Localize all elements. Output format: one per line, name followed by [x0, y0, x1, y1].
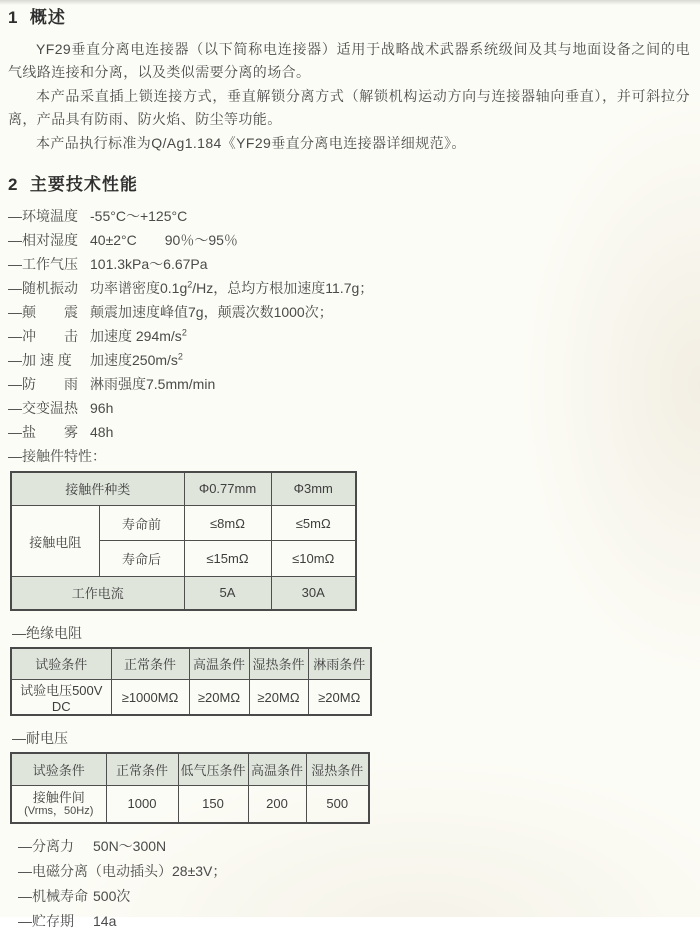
insulation-resistance-title: —绝缘电阻 — [12, 624, 82, 641]
after-life-label-cell: 寿命后 — [99, 541, 184, 577]
tail-spec-list — [8, 833, 690, 933]
spec-value: 50N～300N — [93, 837, 167, 854]
before-life-small-value-cell: ≤8mΩ — [184, 506, 271, 541]
spec-item-rain-protection — [8, 375, 690, 399]
spec-list — [8, 207, 690, 471]
withstand-row-label-sub: (Vrms，50Hz) — [24, 805, 94, 818]
spec-value-text: 40±2°C 90％～95％ — [90, 231, 238, 248]
spec-value-text: 淋雨强度7.5mm/min — [90, 375, 216, 392]
after-life-small-value-cell: ≤15mΩ — [184, 541, 271, 577]
withstand-value-cell: 200 — [248, 785, 306, 823]
spec-value-text: 加速度250m/s — [90, 351, 178, 368]
insulation-value-cell: ≥20MΩ — [308, 680, 371, 716]
spec-value-text: 功率谱密度0.1g — [90, 279, 188, 296]
withstand-row-label-main: 接触件间 — [32, 790, 85, 806]
spec-item-electromagnetic-separation — [18, 858, 690, 883]
contact-col-small-header-cell: Φ0.77mm — [184, 472, 271, 506]
working-current-small-value-cell: 5A — [184, 577, 271, 610]
after-life-large-value-cell: ≤10mΩ — [271, 541, 356, 577]
insulation-header-cell: 试验条件 — [11, 648, 111, 680]
spec-value — [90, 207, 187, 226]
spec-label: —冲 击 — [8, 327, 78, 344]
spec-label: —工作气压 — [8, 255, 78, 272]
spec-value — [90, 375, 215, 394]
spec-item-mechanical-life — [18, 883, 690, 908]
spec-label: —加 速 度 — [8, 351, 72, 368]
section-2-heading: 2 主要技术性能 — [8, 174, 138, 194]
superscript: 2 — [181, 326, 187, 337]
contact-col-large-header-cell: Φ3mm — [271, 472, 356, 506]
withstand-voltage-title: —耐电压 — [12, 730, 68, 746]
spec-label: —机械寿命 — [18, 887, 88, 904]
spec-value — [90, 279, 373, 298]
spec-value — [90, 255, 208, 274]
insulation-value-cell: ≥1000MΩ — [111, 680, 189, 716]
withstand-header-cell: 试验条件 — [11, 753, 106, 785]
spec-item-relative-humidity — [8, 231, 690, 255]
contact-characteristics-table — [10, 471, 357, 611]
spec-item-bounce — [8, 303, 690, 327]
spec-item-separation-force — [18, 833, 690, 858]
spec-value: 14a — [93, 912, 117, 929]
working-current-large-value-cell: 30A — [271, 577, 356, 610]
insulation-resistance-table — [10, 647, 372, 717]
spec-value-text: 颠震加速度峰值7g，颠震次数1000次； — [90, 303, 333, 320]
spec-item-storage-period — [18, 908, 690, 933]
spec-label: —随机振动 — [8, 279, 78, 296]
withstand-value-cell: 150 — [178, 785, 248, 823]
insulation-header-cell: 淋雨条件 — [308, 648, 371, 680]
spec-value-text: -55°C～+125°C — [90, 207, 188, 224]
insulation-header-cell: 正常条件 — [111, 648, 189, 680]
spec-label: —交变温热 — [8, 399, 78, 416]
withstand-value-cell: 500 — [306, 785, 369, 823]
spec-item-contact-characteristics — [8, 447, 690, 471]
spec-item-random-vibration — [8, 279, 690, 303]
withstand-voltage-table — [10, 752, 370, 824]
insulation-value-cell: ≥20MΩ — [249, 680, 308, 716]
insulation-value-cell: ≥20MΩ — [189, 680, 249, 716]
spec-item-ambient-temperature — [8, 207, 690, 231]
spec-item-salt-spray — [8, 423, 690, 447]
overview-paragraph-1: YF29垂直分离电连接器（以下简称电连接器）适用于战略战术武器系统级间及其与地面设备之间的电气线路连接和分离，以及类似需要分离的场合。 — [8, 41, 690, 80]
spec-value-text: 48h — [90, 423, 114, 440]
spec-value: 28±3V； — [172, 862, 227, 879]
spec-label: —环境温度 — [8, 207, 78, 224]
insulation-header-cell: 高温条件 — [189, 648, 249, 680]
spec-value — [90, 399, 113, 418]
spec-value: 500次 — [93, 887, 131, 904]
insulation-row-label-cell: 试验电压500V DC — [11, 680, 111, 716]
spec-value — [90, 423, 113, 442]
spec-value-post: /Hz，总均方根加速度11.7g； — [192, 279, 374, 296]
withstand-row-label-cell — [11, 785, 106, 823]
superscript: 2 — [187, 278, 193, 289]
spec-value-text: 96h — [90, 399, 114, 416]
withstand-header-cell: 湿热条件 — [306, 753, 369, 785]
spec-label: —电磁分离（电动插头） — [18, 862, 172, 879]
spec-value — [90, 231, 238, 250]
withstand-header-cell: 低气压条件 — [178, 753, 248, 785]
spec-label: —盐 雾 — [8, 423, 78, 440]
spec-value — [90, 303, 333, 322]
before-life-large-value-cell: ≤5mΩ — [271, 506, 356, 541]
overview-paragraph-3: 本产品执行标准为Q/Ag1.184《YF29垂直分离电连接器详细规范》。 — [36, 135, 466, 151]
spec-label: —接触件特性： — [8, 447, 106, 464]
spec-item-acceleration — [8, 351, 690, 375]
spec-item-shock — [8, 327, 690, 351]
spec-label: —分离力 — [18, 837, 74, 854]
spec-label: —防 雨 — [8, 375, 78, 392]
spec-label: —相对湿度 — [8, 231, 78, 248]
overview-paragraph-2: 本产品采直插上锁连接方式，垂直解锁分离方式（解锁机构运动方向与连接器轴向垂直），并可斜拉分离，产品具有防雨、防火焰、防尘等功能。 — [8, 88, 690, 127]
contact-resistance-label-cell: 接触电阻 — [11, 506, 99, 577]
spec-value — [90, 327, 187, 346]
spec-item-damp-heat-cycle — [8, 399, 690, 423]
spec-label: —贮存期 — [18, 912, 74, 929]
contact-kind-header-cell: 接触件种类 — [11, 472, 184, 506]
section-1-heading: 1 概述 — [8, 8, 66, 27]
spec-value-text: 101.3kPa～6.67Pa — [90, 255, 208, 272]
working-current-label-cell: 工作电流 — [11, 577, 184, 610]
before-life-label-cell: 寿命前 — [99, 506, 184, 541]
withstand-value-cell: 1000 — [106, 785, 178, 823]
superscript: 2 — [177, 350, 183, 361]
insulation-header-cell: 湿热条件 — [249, 648, 308, 680]
spec-item-working-pressure — [8, 255, 690, 279]
withstand-header-cell: 高温条件 — [248, 753, 306, 785]
withstand-header-cell: 正常条件 — [106, 753, 178, 785]
spec-label: —颠 震 — [8, 303, 78, 320]
spec-value-text: 加速度 294m/s — [90, 327, 182, 344]
spec-value — [90, 351, 183, 370]
